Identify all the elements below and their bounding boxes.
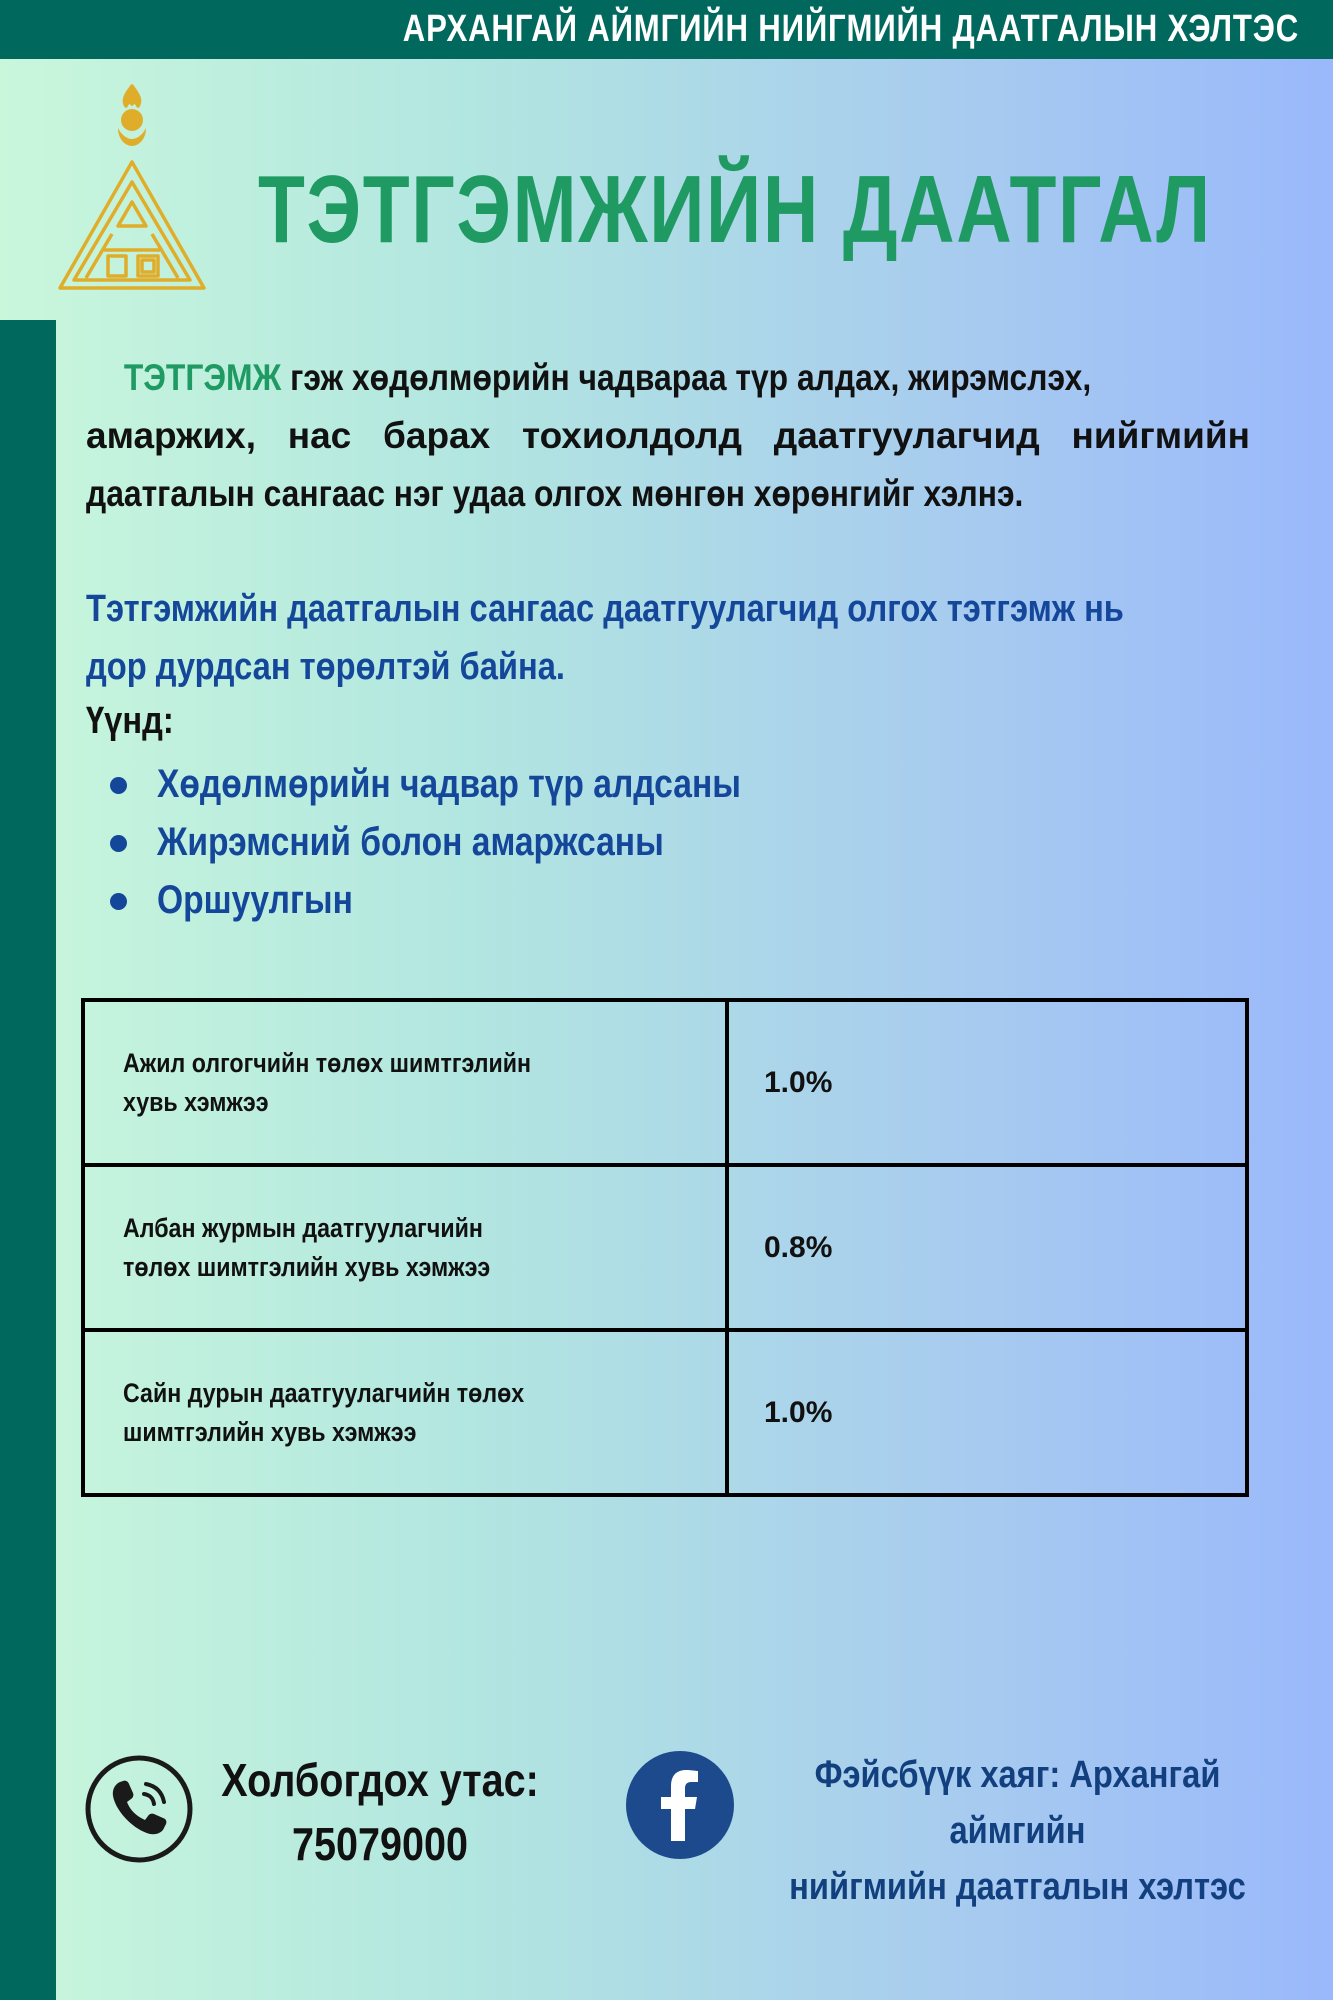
rate-value: 0.8% (727, 1165, 1247, 1330)
rate-label-cell (83, 1000, 727, 1165)
types-label: Үүнд: (86, 700, 174, 742)
definition-word: барах (383, 415, 491, 456)
contact-phone (190, 1748, 570, 1876)
definition-word: нас (287, 415, 352, 456)
list-item (110, 755, 852, 813)
phone-icon (84, 1754, 194, 1864)
page-title: ТЭТГЭМЖИЙН ДААТГАЛ (258, 156, 1212, 263)
table-row (83, 1000, 1247, 1165)
rate-label-cell (83, 1330, 727, 1495)
definition-word: амаржих, (86, 415, 256, 456)
definition-word: нийгмийн (1071, 415, 1250, 456)
rate-label: Ажил олгогчийн төлөх шимтгэлийн хувь хэмжээ (123, 1047, 532, 1117)
facebook-address (730, 1747, 1305, 1915)
bullet-icon (110, 835, 127, 852)
bullet-icon (110, 777, 127, 794)
rate-label: Сайн дурын даатгуулагчийн төлөх шимтгэлийн хувь хэмжээ (123, 1377, 525, 1447)
rate-label: Албан журмын даатгуулагчийн төлөх шимтгэлийн хувь хэмжээ (123, 1212, 491, 1282)
list-item (110, 871, 852, 929)
soyombo-logo-icon (56, 84, 208, 294)
left-accent-strip (0, 320, 56, 2000)
intro-line2: дор дурдсан төрөлтэй байна. (86, 646, 565, 688)
phone-number[interactable]: 75079000 (291, 1818, 469, 1870)
phone-label: Холбогдох утас: (221, 1754, 539, 1806)
list-item-text: Хөдөлмөрийн чадвар түр алдсаны (157, 762, 741, 806)
table-row (83, 1165, 1247, 1330)
definition-paragraph (86, 349, 1250, 523)
intro-line1: Тэтгэмжийн даатгалын сангаас даатгуулагчид олгох тэтгэмж нь (86, 588, 1124, 630)
facebook-line2: нийгмийн даатгалын хэлтэс (789, 1866, 1246, 1908)
list-item-text: Жирэмсний болон амаржсаны (157, 820, 664, 864)
benefit-types-list (110, 755, 852, 929)
bullet-icon (110, 893, 127, 910)
definition-line1: гэж хөдөлмөрийн чадвараа түр алдах, жирэмслэх, (290, 357, 1092, 398)
list-item-text: Оршуулгын (157, 878, 353, 922)
organization-name: АРХАНГАЙ АЙМГИЙН НИЙГМИЙН ДААТГАЛЫН ХЭЛТЭС (402, 8, 1299, 50)
definition-word: даатгуулагчид (773, 415, 1040, 456)
definition-word: тохиолдолд (521, 415, 742, 456)
rate-value: 1.0% (727, 1330, 1247, 1495)
contribution-rates-table (81, 998, 1249, 1497)
rate-label-cell (83, 1165, 727, 1330)
definition-line3: даатгалын сангаас нэг удаа олгох мөнгөн хөрөнгийг хэлнэ. (86, 473, 1024, 514)
definition-line2 (86, 407, 1250, 465)
intro-paragraph (86, 580, 1256, 696)
list-item (110, 813, 852, 871)
definition-keyword: ТЭТГЭМЖ (123, 357, 282, 398)
table-row (83, 1330, 1247, 1495)
facebook-icon[interactable] (626, 1751, 734, 1859)
rate-value: 1.0% (727, 1000, 1247, 1165)
top-bar (0, 0, 1333, 59)
facebook-line1: Фэйсбүүк хаяг: Архангай аймгийн (814, 1754, 1221, 1852)
